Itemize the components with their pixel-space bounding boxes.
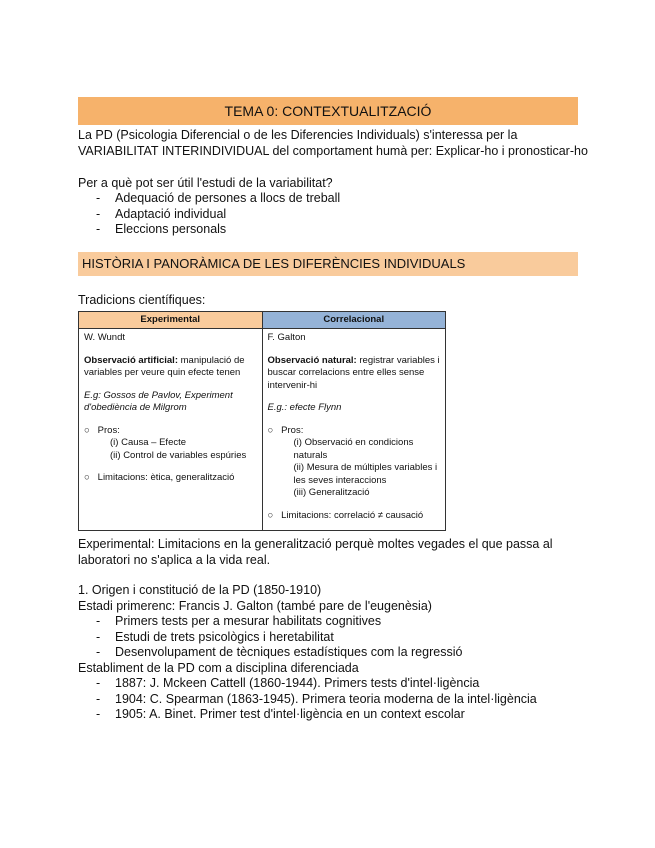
header-correlational: Correlacional (262, 312, 446, 329)
history-block (78, 583, 588, 723)
early-stage: Estadi primerenc: Francis J. Galton (també pare de l'eugenèsia) (78, 598, 432, 613)
section-heading: HISTÒRIA I PANORÀMICA DE LES DIFERÈNCIES INDIVIDUALS (78, 252, 578, 276)
observation: Observació artificial: manipulació de variables per veure quin efecte tenen (84, 354, 245, 378)
limits: ○ Limitacions: ètica, generalització (84, 472, 235, 483)
example: E.g: Gossos de Pavlov, Experiment d'obediència de Milgrom (84, 389, 233, 413)
pro-item: (iii) Generalització (293, 487, 370, 498)
page-title: TEMA 0: CONTEXTUALITZACIÓ (78, 97, 578, 125)
traditions-label: Tradicions científiques: (78, 293, 206, 307)
list-item: - Adaptació individual (78, 207, 588, 223)
limits: ○ Limitacions: correlació ≠ causació (267, 509, 424, 521)
experimental-note: Experimental: Limitacions en la generalització perquè moltes vegades el que passa al laboratori no s'aplica a la vida real. (78, 537, 553, 567)
cell-experimental (79, 329, 263, 531)
traditions-table (78, 311, 446, 531)
observation: Observació natural: registrar variables i buscar correlacions entre elles sense intervenir-hi (267, 354, 440, 391)
list-item: - 1905: A. Binet. Primer test d'intel·ligència en un context escolar (78, 707, 588, 723)
list-item: - Primers tests per a mesurar habilitats cognitives (78, 614, 588, 630)
pros: ○ Pros: (267, 424, 304, 436)
list-item: - Desenvolupament de tècniques estadístiques com la regressió (78, 645, 588, 661)
pro-item: (ii) Mesura de múltiples variables i les seves interaccions (293, 462, 438, 486)
list-item: - Adequació de persones a llocs de treball (78, 191, 588, 207)
cell-correlational (262, 329, 446, 531)
list-item: - 1904: C. Spearman (1863-1945). Primera teoria moderna de la intel·ligència (78, 692, 588, 708)
example: E.g.: efecte Flynn (267, 402, 342, 413)
author: W. Wundt (84, 332, 126, 343)
author: F. Galton (267, 332, 306, 343)
establishment: Establiment de la PD com a disciplina diferenciada (78, 660, 359, 675)
origin-title: 1. Origen i constitució de la PD (1850-1910) (78, 583, 322, 597)
intro-paragraph: La PD (Psicologia Diferencial o de les Diferencies Individuals) s'interessa per la VARIABILITAT INTERINDIVIDUAL del comportament humà per: Explicar-ho i pronosticar-ho (78, 128, 588, 158)
list-item: - Estudi de trets psicològics i heretabilitat (78, 630, 588, 646)
pros: ○ Pros: (84, 424, 120, 436)
pro-item: (i) Causa – Efecte (110, 437, 187, 448)
uses-block (78, 175, 588, 238)
pro-item: (ii) Control de variables espúries (110, 449, 247, 461)
header-experimental: Experimental (79, 312, 263, 329)
list-item: - Eleccions personals (78, 222, 588, 238)
list-item: - 1887: J. Mckeen Cattell (1860-1944). Primers tests d'intel·ligència (78, 676, 588, 692)
pro-item: (i) Observació en condicions naturals (293, 437, 414, 461)
question: Per a què pot ser útil l'estudi de la variabilitat? (78, 176, 333, 190)
